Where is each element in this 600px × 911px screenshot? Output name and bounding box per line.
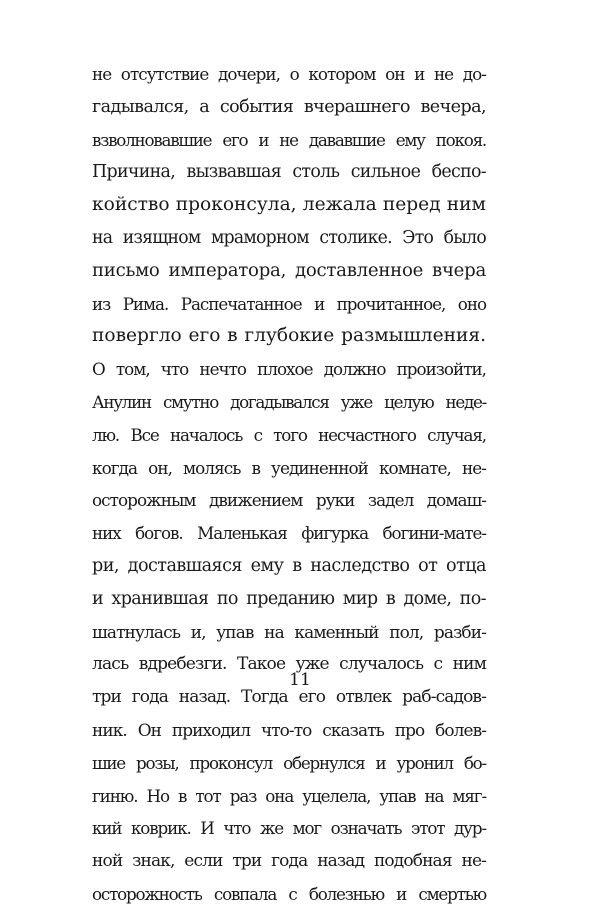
- text-line: на изящном мраморном столике. Это было: [92, 227, 486, 248]
- text-line: ник. Он приходил что-то сказать про болев-: [92, 719, 486, 740]
- text-line: койство проконсула, лежала перед ним: [92, 194, 486, 216]
- text-line: письмо императора, доставленное вчера: [92, 259, 486, 281]
- text-line: О том, что нечто плохое должно произойти,: [92, 359, 486, 380]
- text-line: лась вдребезги. Такое уже случалось с ним: [92, 654, 486, 675]
- text-line: осторожным движением руки задел домаш-: [92, 490, 486, 511]
- text-line: не отсутствие дочери, о котором он и не до-: [92, 64, 486, 84]
- text-line: гадывался, а события вчерашнего вечера,: [92, 96, 486, 117]
- text-line: них богов. Маленькая фигурка богини-мате-: [92, 523, 486, 544]
- text-line: шие розы, проконсул обернулся и уронил бо-: [92, 752, 486, 773]
- text-line: повергло его в глубокие размышления.: [92, 325, 486, 347]
- text-line: Причина, вызвавшая столь сильное беспо-: [92, 162, 486, 183]
- text-line: осторожность совпала с болезнью и смертью: [92, 883, 486, 904]
- text-line: ри, доставшаяся ему в наследство от отца: [92, 555, 486, 576]
- text-line: взволновавшие его и не дававшие ему покоя.: [92, 129, 486, 150]
- text-line: лю. Все началось с того несчастного случая,: [92, 424, 486, 445]
- text-line: и хранившая по преданию мир в доме, по-: [92, 588, 486, 609]
- text-line: три года назад. Тогда его отвлек раб-садов-: [92, 687, 486, 708]
- body-text: [92, 58, 486, 911]
- page-number: 11: [289, 670, 311, 690]
- text-line: Анулин смутно догадывался уже целую неде-: [92, 391, 486, 412]
- text-line: из Рима. Распечатанное и прочитанное, оно: [92, 293, 486, 314]
- text-line: шатнулась и, упав на каменный пол, разби-: [92, 621, 486, 642]
- text-line: кий коврик. И что же мог означать этот дур-: [92, 818, 486, 839]
- text-line: когда он, молясь в уединенной комнате, не-: [92, 457, 486, 478]
- text-line: ной знак, если три года назад подобная не-: [92, 851, 486, 872]
- text-line: гиню. Но в тот раз она уцелела, упав на мяг-: [92, 785, 486, 806]
